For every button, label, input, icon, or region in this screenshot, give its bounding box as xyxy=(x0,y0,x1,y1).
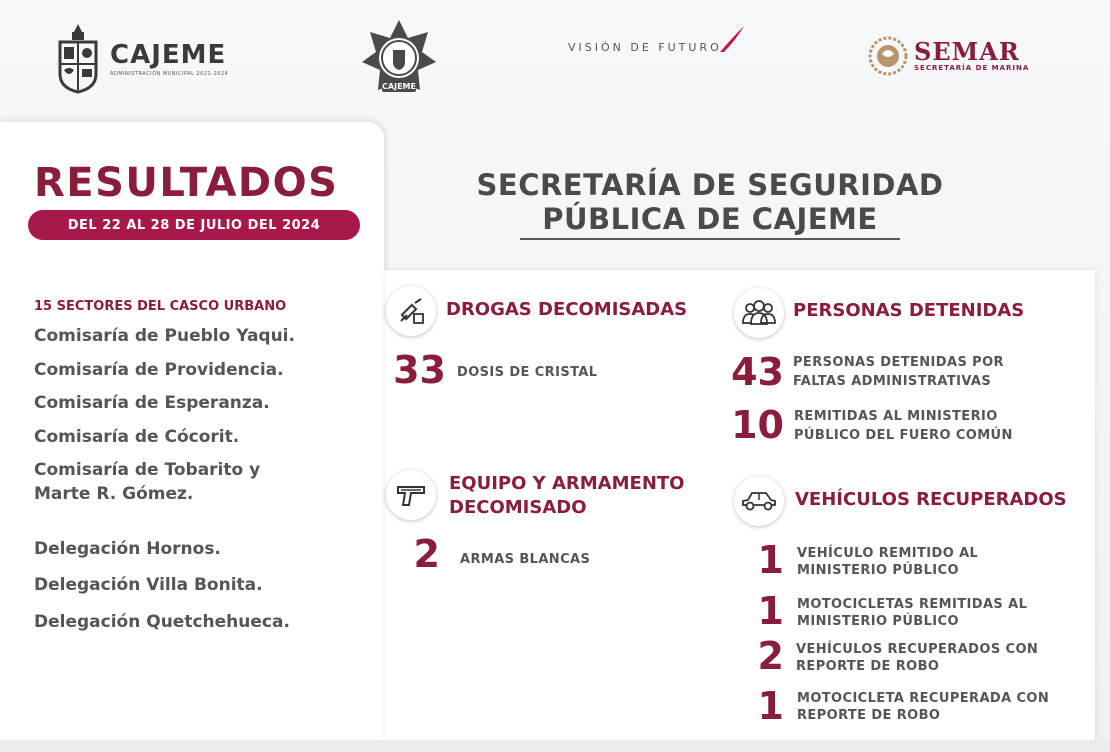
people-icon-badge xyxy=(734,288,784,338)
detained-title: PERSONAS DETENIDAS xyxy=(793,300,1025,321)
semar-eagle-icon xyxy=(868,36,908,76)
weapons-label: ARMAS BLANCAS xyxy=(460,552,591,567)
vehicles-value-3: 2 xyxy=(757,634,784,678)
drugs-value: 33 xyxy=(393,348,446,392)
vehicles-label-1-line2: MINISTERIO PÚBLICO xyxy=(797,563,959,578)
sector-item: Marte R. Gómez. xyxy=(34,484,194,504)
vision-swoosh-icon xyxy=(718,24,746,54)
bottom-strip xyxy=(0,740,1110,752)
cajeme-name: CAJEME xyxy=(110,39,227,70)
gun-icon-badge xyxy=(386,470,436,520)
semar-logo xyxy=(868,36,1029,76)
semar-subtitle: SECRETARÍA DE MARINA xyxy=(914,64,1030,72)
police-badge-logo xyxy=(360,18,438,98)
drugs-label: DOSIS DE CRISTAL xyxy=(457,365,598,380)
vehicles-label-3-line1: VEHÍCULOS RECUPERADOS CON xyxy=(796,642,1039,657)
cajeme-shield-icon xyxy=(56,22,100,94)
cajeme-subtitle: ADMINISTRACIÓN MUNICIPAL 2021-2024 xyxy=(110,70,229,77)
results-title: RESULTADOS xyxy=(34,160,339,206)
vision-logo xyxy=(568,40,746,54)
syringe-icon xyxy=(396,296,426,326)
sector-item: Comisaría de Providencia. xyxy=(34,360,284,380)
weapons-title-line2: DECOMISADO xyxy=(449,497,587,518)
main-title-line1: SECRETARÍA DE SEGURIDAD xyxy=(476,168,944,202)
main-title-line2: PÚBLICA DE CAJEME xyxy=(542,202,878,236)
vehicles-label-4-line2: REPORTE DE ROBO xyxy=(797,708,941,723)
car-icon xyxy=(740,489,778,513)
detained-label-2-line2: PÚBLICO DEL FUERO COMÚN xyxy=(794,428,1013,443)
syringe-icon-badge xyxy=(386,286,436,336)
title-underline xyxy=(520,238,900,240)
sector-item: Comisaría de Esperanza. xyxy=(34,393,270,413)
vision-text: VISIÓN DE FUTURO xyxy=(568,40,722,54)
date-range-badge: DEL 22 AL 28 DE JULIO DEL 2024 xyxy=(28,210,360,240)
sector-item: Comisaría de Pueblo Yaqui. xyxy=(34,326,295,346)
weapons-title-line1: EQUIPO Y ARMAMENTO xyxy=(449,473,685,494)
detained-value-1: 43 xyxy=(731,350,784,394)
header xyxy=(0,0,1110,118)
detained-label-2-line1: REMITIDAS AL MINISTERIO xyxy=(794,409,998,424)
people-icon xyxy=(740,299,778,327)
vehicles-label-2-line2: MINISTERIO PÚBLICO xyxy=(797,614,959,629)
vehicles-label-3-line2: REPORTE DE ROBO xyxy=(796,659,940,674)
vehicles-label-2-line1: MOTOCICLETAS REMITIDAS AL xyxy=(797,597,1028,612)
sector-item: Delegación Villa Bonita. xyxy=(34,575,263,595)
sector-item: Comisaría de Tobarito y xyxy=(34,460,261,480)
sectors-heading: 15 SECTORES DEL CASCO URBANO xyxy=(34,299,287,314)
semar-name: SEMAR xyxy=(914,37,1020,66)
detained-value-2: 10 xyxy=(731,403,784,447)
police-star-icon xyxy=(360,18,438,98)
vehicles-label-1-line1: VEHÍCULO REMITIDO AL xyxy=(797,546,979,561)
police-badge-text: CAJEME xyxy=(382,82,416,91)
weapons-value: 2 xyxy=(413,532,440,576)
car-icon-badge xyxy=(734,476,784,526)
vehicles-value-4: 1 xyxy=(757,684,784,728)
vehicles-value-1: 1 xyxy=(757,538,784,582)
vehicles-title: VEHÍCULOS RECUPERADOS xyxy=(795,489,1067,510)
vehicles-label-4-line1: MOTOCICLETA RECUPERADA CON xyxy=(797,691,1050,706)
cajeme-logo xyxy=(56,22,228,94)
sector-item: Comisaría de Cócorit. xyxy=(34,427,240,447)
sector-item: Delegación Quetchehueca. xyxy=(34,612,290,632)
detained-label-1-line2: FALTAS ADMINISTRATIVAS xyxy=(793,374,992,389)
gun-icon xyxy=(395,481,427,509)
sector-item: Delegación Hornos. xyxy=(34,539,221,559)
drugs-title: DROGAS DECOMISADAS xyxy=(446,299,688,320)
vehicles-value-2: 1 xyxy=(757,589,784,633)
detained-label-1-line1: PERSONAS DETENIDAS POR xyxy=(793,355,1004,370)
main-title xyxy=(440,168,980,236)
